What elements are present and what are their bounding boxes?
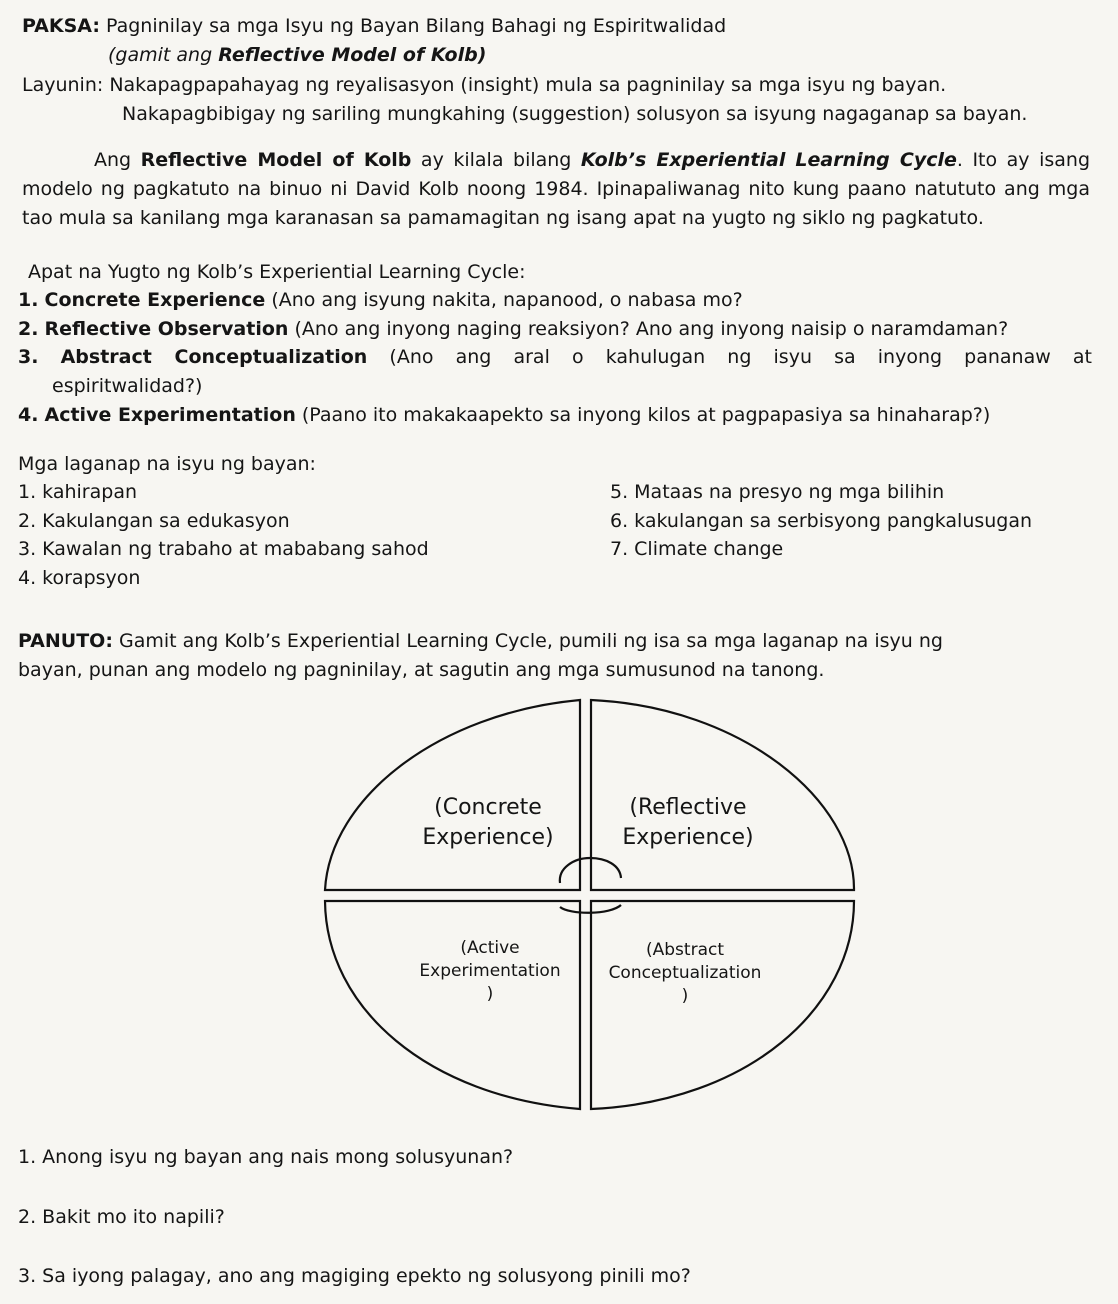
stage-number: 3. — [18, 346, 39, 368]
stage-item — [18, 343, 1092, 372]
stages-heading: Apat na Yugto ng Kolb’s Experiential Learning Cycle: — [28, 261, 526, 283]
stage-name: Abstract Conceptualization — [60, 346, 368, 368]
intro-part-2: ay kilala bilang — [411, 149, 581, 171]
issue-item: 6. kakulangan sa serbisyong pangkalusugan — [610, 510, 1033, 532]
objective-line-1 — [22, 73, 946, 97]
abstract-conceptualization-label — [594, 939, 776, 1008]
objective-2: Nakapagbibigay ng sariling mungkahing (suggestion) solusyon sa isyung nagaganap sa bayan. — [122, 103, 1028, 125]
stage-item — [18, 317, 1008, 341]
kolb-cycle-diagram — [318, 693, 863, 1113]
topic-text: Pagninilay sa mga Isyu ng Bayan Bilang Bahagi ng Espiritwalidad — [106, 15, 727, 37]
issue-item: 2. Kakulangan sa edukasyon — [18, 510, 290, 532]
label-line: (Reflective — [629, 795, 747, 820]
issue-item: 4. korapsyon — [18, 567, 141, 589]
objective-1: Nakapagpapahayag ng reyalisasyon (insight) mula sa pagninilay sa mga isyu ng bayan. — [109, 74, 947, 96]
stage-desc: (Ano ang aral o kahulugan ng isyu sa inyong pananaw at — [389, 346, 1092, 368]
issue-item: 7. Climate change — [610, 538, 784, 560]
stage-desc: (Paano ito makakaapekto sa inyong kilos at pagpapasiya sa hinaharap?) — [301, 404, 991, 426]
label-line: ) — [681, 986, 689, 1006]
stage-item — [18, 288, 743, 312]
active-experimentation-label — [400, 937, 580, 1006]
reflective-experience-label — [598, 793, 778, 853]
stage-desc: (Ano ang isyung nakita, napanood, o nabasa mo? — [271, 289, 743, 311]
label-line: (Concrete — [434, 795, 542, 820]
stage-number: 2. — [18, 318, 39, 340]
question-item: 1. Anong isyu ng bayan ang nais mong solusyunan? — [18, 1146, 514, 1168]
label-line: Experimentation — [419, 961, 561, 981]
stage-desc: (Ano ang inyong naging reaksiyon? Ano ang inyong naisip o naramdaman? — [294, 318, 1009, 340]
intro-model-name: Reflective Model of Kolb — [140, 149, 412, 171]
stage-name: Concrete Experience — [44, 289, 266, 311]
question-item: 2. Bakit mo ito napili? — [18, 1206, 225, 1228]
instructions-line-2: bayan, punan ang modelo ng pagninilay, at sagutin ang mga sumusunod na tanong. — [18, 659, 825, 681]
topic-label: PAKSA: — [22, 15, 100, 37]
label-line: (Abstract — [646, 940, 724, 960]
label-line: Experience) — [622, 825, 754, 850]
question-item: 3. Sa iyong palagay, ano ang magiging epekto ng solusyong pinili mo? — [18, 1265, 691, 1287]
stage-item — [18, 403, 990, 427]
intro-part-1: Ang — [94, 149, 141, 171]
intro-part-3: . Ito ay isang modelo ng pagkatuto na binuo ni David Kolb noong 1984. Ipinapaliwanag nito kung paano natututo ang mga tao mula sa kanilang mga karanasan sa pamamagitan ng isang apat na yugto ng siklo ng pagkatuto. — [22, 149, 1091, 229]
subtitle-line — [108, 43, 486, 67]
instructions-text-1: Gamit ang Kolb’s Experiential Learning Cycle, pumili ng isa sa mga laganap na isyu ng — [118, 630, 943, 652]
label-line: Experience) — [422, 825, 554, 850]
instructions-line-1 — [18, 629, 943, 653]
subtitle-model: Reflective Model of Kolb) — [218, 44, 487, 66]
stage-name: Reflective Observation — [44, 318, 289, 340]
issues-heading: Mga laganap na isyu ng bayan: — [18, 453, 316, 475]
objective-label: Layunin: — [22, 74, 104, 96]
objective-line-2 — [122, 102, 1027, 126]
label-line: (Active — [460, 938, 520, 958]
intro-paragraph — [22, 146, 1090, 233]
stage-desc-continued: espiritwalidad?) — [52, 375, 203, 397]
concrete-experience-label — [398, 793, 578, 853]
stage-number: 4. — [18, 404, 39, 426]
issue-item: 5. Mataas na presyo ng mga bilihin — [610, 481, 945, 503]
topic-line — [22, 14, 726, 38]
intro-cycle-name: Kolb’s Experiential Learning Cycle — [580, 149, 957, 171]
kolb-diagram-outline — [318, 693, 863, 1113]
issue-item: 3. Kawalan ng trabaho at mababang sahod — [18, 538, 429, 560]
subtitle-prefix: (gamit ang — [108, 44, 213, 66]
instructions-label: PANUTO: — [18, 630, 113, 652]
issue-item: 1. kahirapan — [18, 481, 138, 503]
label-line: Conceptualization — [608, 963, 762, 983]
stage-number: 1. — [18, 289, 39, 311]
stage-name: Active Experimentation — [44, 404, 296, 426]
label-line: ) — [486, 984, 494, 1004]
